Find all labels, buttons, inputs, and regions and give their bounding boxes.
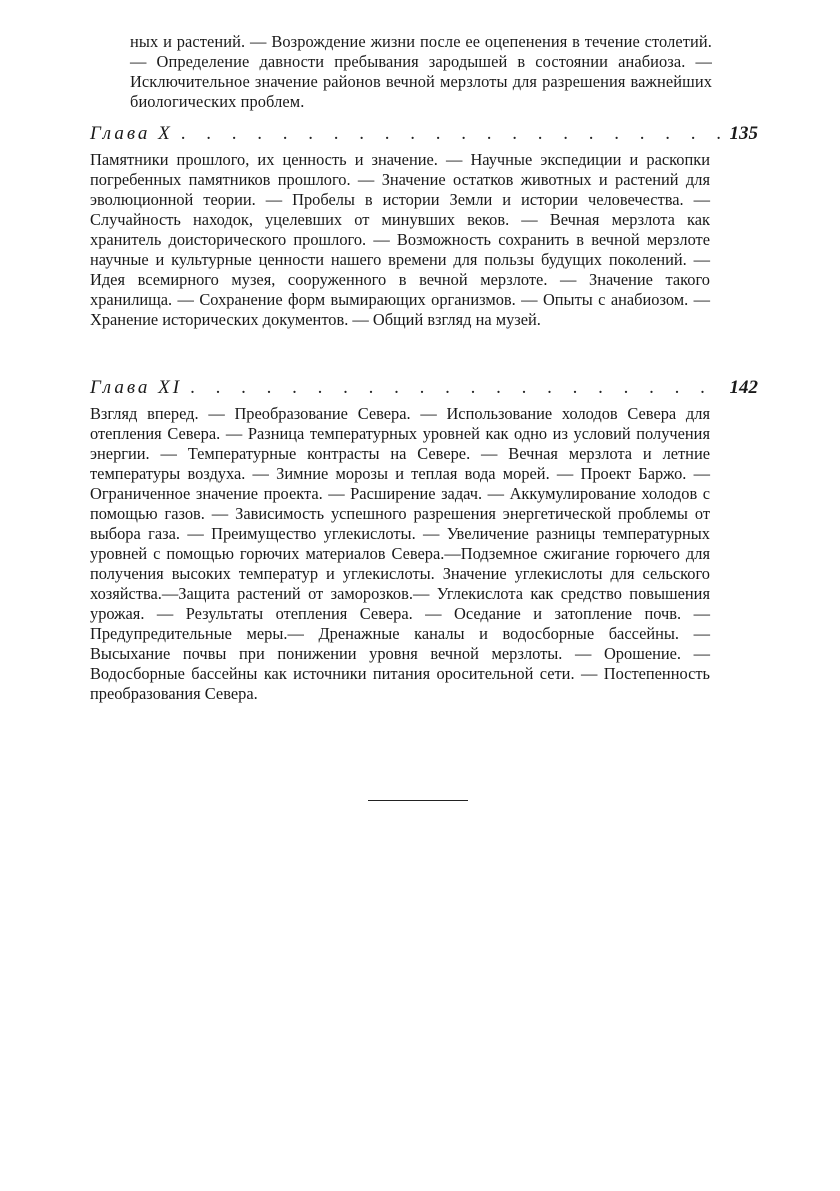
chapter-page-number: 135 xyxy=(729,123,758,144)
toc-entry-chapter-10 xyxy=(90,122,758,330)
chapter-page-number: 142 xyxy=(729,377,758,398)
chapter-summary: Взгляд вперед. — Преобразование Севера. — Использование холодов Севера для отепления Севера. — Разница температурных уровней как одно из условий получения энергии. — Температурные контрасты на Севере. — Вечная мерзлота и летние температуры воздуха. — Зимние морозы и теплая вода морей. — Проект Баржо. — Ограниченное значение проекта. — Расширение задач. — Аккумулирование холодов с помощью газов. — Зависимость успешного разрешения энергетической проблемы от выбора газа. — Преимущество углекислоты. — Увеличение разницы температурных уровней с помощью горючих материалов Севера.—Подземное сжигание горючего для получения высоких температур и углекислоты. Значение углекислоты для сельского хозяйства.—Защита растений от заморозков.— Углекислота как средство повышения урожая. — Результаты отепления Севера. — Оседание и затопление почв. — Предупредительные меры.— Дренажные каналы и водосборные бассейны. — Высыхание почвы при понижении уровня вечной мерзлоты. — Орошение. — Водосборные бассейны как источники питания оросительной сети. — Постепенность преобразования Севера. xyxy=(90,404,710,703)
closing-rule xyxy=(368,800,468,801)
toc-entry-chapter-11 xyxy=(90,376,758,704)
chapter-title: Глава XI xyxy=(90,377,183,398)
dot-leader xyxy=(181,122,724,146)
previous-chapter-continuation xyxy=(130,32,712,112)
chapter-title: Глава X xyxy=(90,123,173,144)
chapter-heading xyxy=(90,376,758,400)
continuation-text: ных и растений. — Возрождение жизни после ее оцепенения в течение столетий. — Определение давности пребывания зародышей в состоянии анабиоза. — Исключительное значение районов вечной мерзлоты для разрешения важнейших биологических проблем. xyxy=(130,32,712,111)
chapter-summary: Памятники прошлого, их ценность и значение. — Научные экспедиции и раскопки погребенных памятников прошлого. — Значение остатков животных и растений для эволюционной теории. — Пробелы в истории Земли и истории человечества. — Случайность находок, уцелевших от минувших веков. — Вечная мерзлота как хранитель доисторического прошлого. — Возможность сохранить в вечной мерзлоте научные и культурные ценности нашего времени для пользы будущих поколений. — Идея всемирного музея, сооруженного в вечной мерзлоте. — Значение такого хранилища. — Сохранение форм вымирающих организмов. — Опыты с анабиозом. — Хранение исторических документов. — Общий взгляд на музей. xyxy=(90,150,710,329)
dot-leader xyxy=(190,376,723,400)
chapter-heading xyxy=(90,122,758,146)
